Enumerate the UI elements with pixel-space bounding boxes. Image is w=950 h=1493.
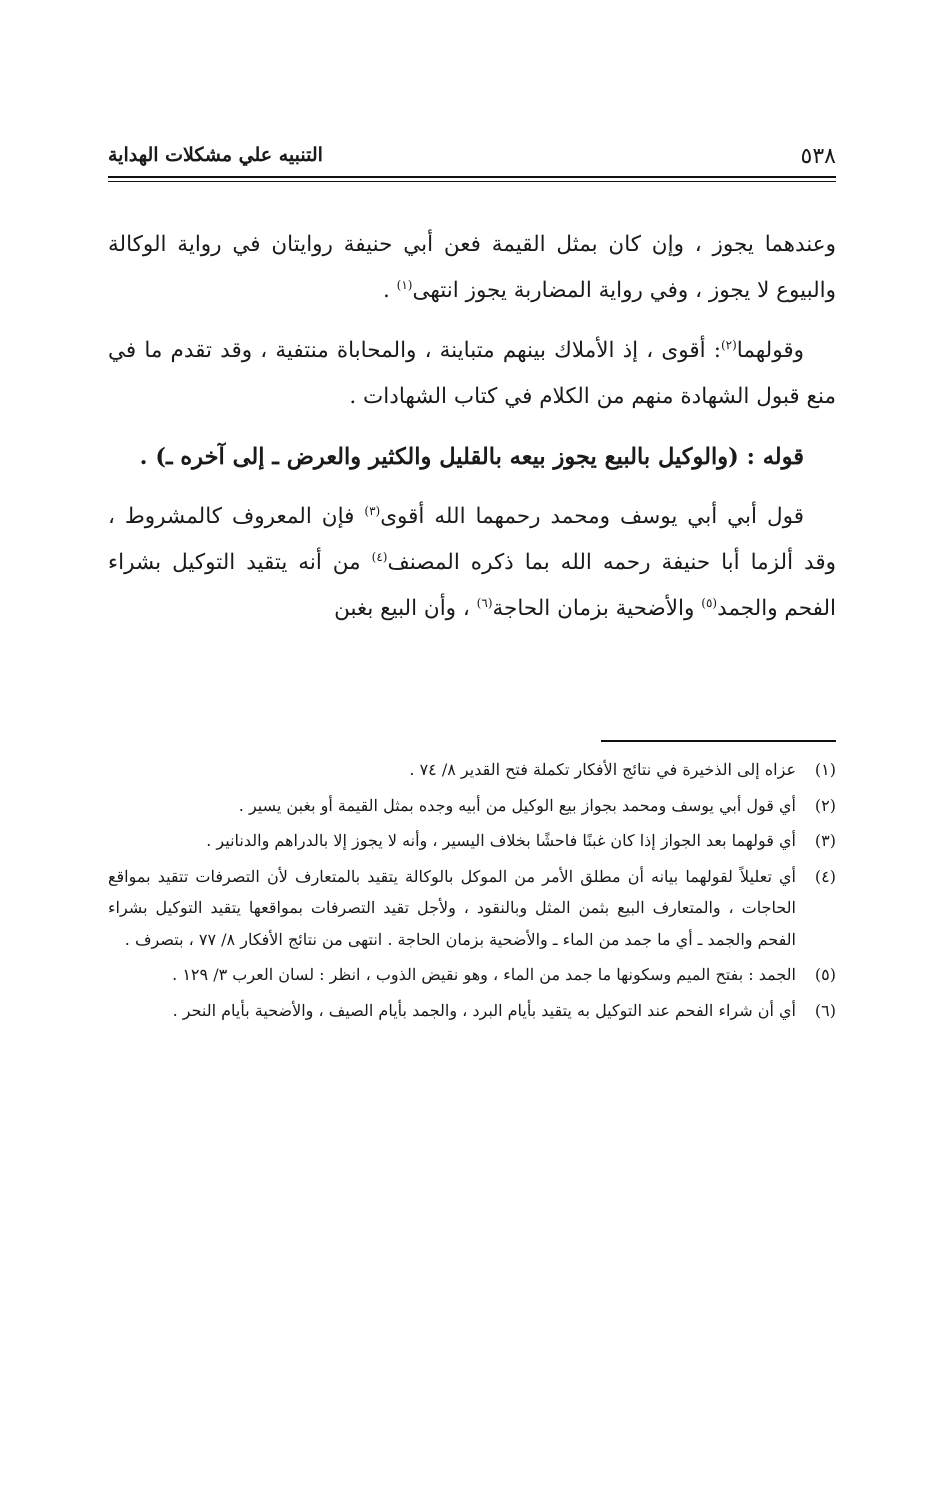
book-page (108, 0, 836, 1493)
footnote-ref: (١) (396, 277, 413, 292)
running-title: التنبيه علي مشكلات الهداية (108, 144, 323, 166)
paragraph: قول أبي أبي يوسف ومحمد رحمهما الله أقوى$^{(٣)}$ فإن المعروف كالمشروط ، وقد ألزما أبا حنيفة رحمه الله بما ذكره المصنف$^{(٤)}$ من أنه يتقيد التوكيل بشراء الفحم والجمد$^{(٥)}$ والأضحية بزمان الحاجة$^{(٦)}$ ، وأن البيع بغبن (108, 503, 836, 621)
footnote-ref: (٢) (720, 337, 737, 352)
quoted-heading: قوله : (والوكيل بالبيع يجوز بيعه بالقليل والكثير والعرض ـ إلى آخره ـ) . (139, 444, 804, 470)
footnote-number: (٢) (814, 795, 836, 815)
footnote (108, 825, 836, 857)
page-number: ٥٣٨ (800, 144, 836, 169)
footnote-ref: (٥) (701, 595, 718, 610)
paragraph: وقولهما$^{(٢)}$: أقوى ، إذ الأملاك بينهم متباينة ، والمحاباة منتفية ، وقد تقدم ما في منع قبول الشهادة منهم من الكلام في كتاب الشهادات . (108, 337, 836, 409)
header-rule-thick (108, 176, 836, 178)
footnotes (108, 754, 836, 1030)
footnote (108, 995, 836, 1027)
footnote-text: عزاه إلى الذخيرة في نتائج الأفكار تكملة فتح القدير ٨/ ٧٤ . (409, 760, 796, 779)
page-header (108, 140, 836, 176)
footnote-text: أي تعليلاً لقولهما بيانه أن مطلق الأمر من الموكل بالوكالة يتقيد بالمتعارف لأن التصرفات تتقيد بمواقع الحاجات ، والمتعارف البيع بثمن المثل وبالنقود ، ولأجل تقيد التصرفات بمواقعها يتقيد التوكيل بشراء الفحم والجمد ـ أي ما جمد من الماء ـ والأضحية بزمان الحاجة . انتهى من نتائج الأفكار ٨/ ٧٧ ، بتصرف . (108, 866, 796, 949)
footnote-number: (٦) (814, 1000, 836, 1020)
footnote-text: أي قول أبي يوسف ومحمد بجواز بيع الوكيل من أبيه وجده بمثل القيمة أو بغبن يسير . (238, 795, 796, 815)
header-rule-thin (108, 181, 836, 182)
footnote-number: (٤) (814, 866, 836, 886)
footnote-number: (٥) (814, 965, 836, 984)
footnote (108, 754, 836, 786)
footnote-separator (601, 740, 836, 742)
footnote (108, 959, 836, 991)
main-text (108, 222, 836, 646)
footnote-text: أي أن شراء الفحم عند التوكيل به يتقيد بأيام البرد ، والجمد بأيام الصيف ، والأضحية بأيام النحر . (172, 1000, 796, 1020)
footnote-number: (١) (814, 760, 836, 779)
footnote-text: الجمد : بفتح الميم وسكونها ما جمد من الماء ، وهو نقيض الذوب ، انظر : لسان العرب ٣/ ١٢٩ . (172, 965, 796, 984)
footnote (108, 861, 836, 956)
footnote-ref: (٦) (476, 595, 493, 610)
footnote-ref: (٤) (371, 549, 388, 564)
footnote-ref: (٣) (364, 503, 381, 518)
footnote (108, 790, 836, 822)
footnote-number: (٣) (814, 831, 836, 850)
footnote-text: أي قولهما بعد الجواز إذا كان غبنًا فاحشًا بخلاف اليسير ، وأنه لا يجوز إلا بالدراهم والدنانير . (206, 831, 796, 850)
paragraph: وعندهما يجوز ، وإن كان بمثل القيمة فعن أبي حنيفة روايتان في رواية الوكالة والبيوع لا يجوز ، وفي رواية المضاربة يجوز انتهى$^{(١)}$ . (108, 232, 836, 303)
